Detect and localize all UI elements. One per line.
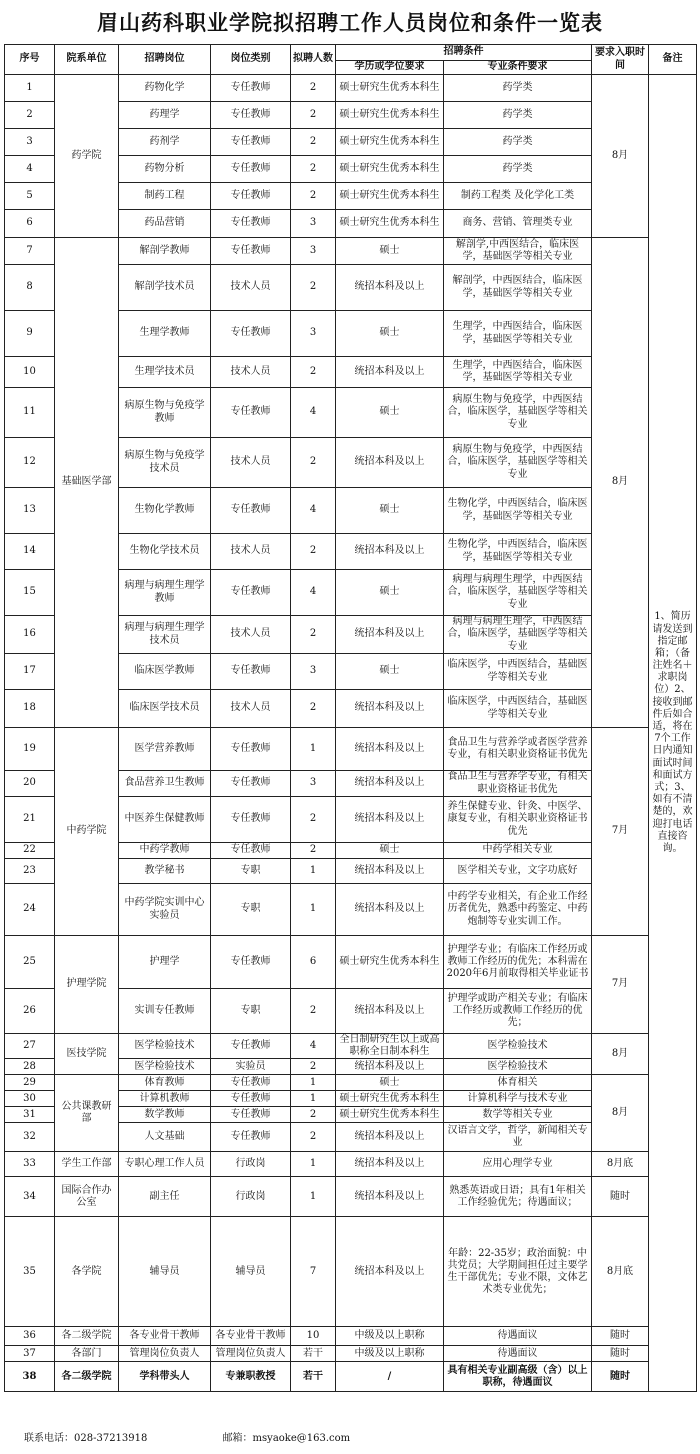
row-count: 3: [291, 654, 336, 690]
header-type: 岗位类别: [211, 45, 291, 75]
row-education: 统招本科及以上: [336, 1217, 444, 1327]
row-type: 专任教师: [211, 654, 291, 690]
row-seq: 34: [5, 1177, 55, 1217]
row-seq: 11: [5, 388, 55, 438]
table-row: [5, 936, 697, 989]
row-seq: 17: [5, 654, 55, 690]
row-major: 生物化学，中西医结合，临床医学，基础医学等相关专业: [444, 488, 592, 534]
row-count: 2: [291, 75, 336, 102]
row-education: 硕士研究生优秀本科生: [336, 1107, 444, 1123]
row-post: 食品营养卫生教师: [119, 771, 211, 797]
row-education: 统招本科及以上: [336, 265, 444, 311]
row-count: 2: [291, 690, 336, 728]
header-post: 招聘岗位: [119, 45, 211, 75]
row-seq: 25: [5, 936, 55, 989]
row-count: 2: [291, 183, 336, 210]
table-row: [5, 1346, 697, 1362]
row-seq: 15: [5, 570, 55, 616]
row-post: 副主任: [119, 1177, 211, 1217]
row-post: 病理与病理生理学教师: [119, 570, 211, 616]
row-education: 硕士: [336, 654, 444, 690]
row-post: 病原生物与免疫学技术员: [119, 438, 211, 488]
row-count: 2: [291, 357, 336, 388]
row-post: 药品营销: [119, 210, 211, 238]
row-seq: 38: [5, 1362, 55, 1392]
row-major: 年龄：22-35岁；政治面貌：中共党员；大学期间担任过主要学生干部优先；专业不限，文体艺术类专业优先；: [444, 1217, 592, 1327]
row-entry-time: 随时: [592, 1346, 649, 1362]
row-major: 药学类: [444, 156, 592, 183]
row-major: 医学相关专业，文字功底好: [444, 859, 592, 884]
row-post: 临床医学技术员: [119, 690, 211, 728]
table-row: [5, 1362, 697, 1392]
row-education: 统招本科及以上: [336, 989, 444, 1034]
row-seq: 31: [5, 1107, 55, 1123]
row-type: 管理岗位负责人: [211, 1346, 291, 1362]
row-major: 药学类: [444, 129, 592, 156]
row-education: 硕士研究生优秀本科生: [336, 210, 444, 238]
row-post: 药理学: [119, 102, 211, 129]
row-type: 专任教师: [211, 183, 291, 210]
row-count: 1: [291, 1075, 336, 1091]
row-dept: 药学院: [55, 75, 119, 238]
row-major: 药学类: [444, 102, 592, 129]
row-type: 行政岗: [211, 1152, 291, 1177]
row-major: 食品卫生与营养学专业，有相关职业资格证书优先: [444, 771, 592, 797]
row-type: 技术人员: [211, 265, 291, 311]
row-education: 硕士研究生优秀本科生: [336, 1091, 444, 1107]
row-education: 硕士研究生优秀本科生: [336, 936, 444, 989]
row-post: 辅导员: [119, 1217, 211, 1327]
row-entry-time: 7月: [592, 936, 649, 1034]
footer: [24, 1429, 422, 1444]
contact-email: 邮箱：msyaoke@163.com: [222, 1433, 351, 1444]
row-count: 3: [291, 771, 336, 797]
row-seq: 8: [5, 265, 55, 311]
row-type: 专任教师: [211, 210, 291, 238]
row-count: 1: [291, 859, 336, 884]
row-major: 中药学相关专业: [444, 843, 592, 859]
page-title: 眉山药科职业学院拟招聘工作人员岗位和条件一览表: [97, 10, 603, 35]
row-count: 4: [291, 388, 336, 438]
row-education: 统招本科及以上: [336, 884, 444, 936]
table-row: [5, 1177, 697, 1217]
row-count: 3: [291, 238, 336, 265]
row-type: 专任教师: [211, 1091, 291, 1107]
row-type: 实验员: [211, 1059, 291, 1075]
row-post: 学科带头人: [119, 1362, 211, 1392]
row-dept: 各二级学院: [55, 1362, 119, 1392]
row-major: 中药学专业相关，有企业工作经历者优先，熟悉中药鉴定、中药炮制等专业实训工作。: [444, 884, 592, 936]
row-post: 数学教师: [119, 1107, 211, 1123]
row-type: 各专业骨干教师: [211, 1327, 291, 1346]
row-post: 临床医学教师: [119, 654, 211, 690]
row-count: 10: [291, 1327, 336, 1346]
row-type: 专任教师: [211, 102, 291, 129]
row-type: 专任教师: [211, 728, 291, 771]
row-seq: 28: [5, 1059, 55, 1075]
row-type: 专职: [211, 989, 291, 1034]
row-major: 护理学专业；有临床工作经历或教师工作经历的优先；本科需在2020年6月前取得相关毕业证书: [444, 936, 592, 989]
row-education: /: [336, 1362, 444, 1392]
row-post: 医学检验技术: [119, 1034, 211, 1059]
row-education: 硕士: [336, 1075, 444, 1091]
header-major: 专业条件要求: [444, 61, 592, 75]
row-major: 生物化学，中西医结合，临床医学，基础医学等相关专业: [444, 534, 592, 570]
header-entry-time: 要求入职时间: [592, 45, 649, 75]
row-seq: 5: [5, 183, 55, 210]
row-dept: 国际合作办公室: [55, 1177, 119, 1217]
row-major: 商务、营销、管理类专业: [444, 210, 592, 238]
table-row: [5, 1152, 697, 1177]
row-education: 硕士研究生优秀本科生: [336, 129, 444, 156]
row-seq: 22: [5, 843, 55, 859]
row-dept: 护理学院: [55, 936, 119, 1034]
row-seq: 9: [5, 311, 55, 357]
row-type: 行政岗: [211, 1177, 291, 1217]
row-post: 生理学教师: [119, 311, 211, 357]
row-seq: 1: [5, 75, 55, 102]
row-seq: 10: [5, 357, 55, 388]
row-major: 病原生物与免疫学，中西医结合，临床医学，基础医学等相关专业: [444, 388, 592, 438]
row-dept: 公共课教研部: [55, 1075, 119, 1152]
row-seq: 20: [5, 771, 55, 797]
table-row: [5, 1217, 697, 1327]
row-entry-time: 8月底: [592, 1152, 649, 1177]
row-entry-time: 随时: [592, 1327, 649, 1346]
row-type: 专任教师: [211, 570, 291, 616]
row-post: 解剖学教师: [119, 238, 211, 265]
row-entry-time: 8月: [592, 238, 649, 728]
row-major: 药学类: [444, 75, 592, 102]
row-post: 教学秘书: [119, 859, 211, 884]
row-entry-time: 7月: [592, 728, 649, 936]
row-education: 统招本科及以上: [336, 357, 444, 388]
row-education: 硕士: [336, 843, 444, 859]
header-row: [5, 45, 697, 61]
row-education: 统招本科及以上: [336, 1152, 444, 1177]
row-education: 统招本科及以上: [336, 438, 444, 488]
row-type: 专任教师: [211, 843, 291, 859]
row-type: 专任教师: [211, 238, 291, 265]
row-type: 技术人员: [211, 616, 291, 654]
row-dept: 各部门: [55, 1346, 119, 1362]
row-major: 计算机科学与技术专业: [444, 1091, 592, 1107]
row-seq: 13: [5, 488, 55, 534]
row-post: 生物化学教师: [119, 488, 211, 534]
row-education: 统招本科及以上: [336, 1059, 444, 1075]
table-body: [5, 45, 697, 1392]
row-education: 全日制研究生以上或高职称全日制本科生: [336, 1034, 444, 1059]
row-entry-time: 随时: [592, 1362, 649, 1392]
row-seq: 29: [5, 1075, 55, 1091]
table-row: [5, 1034, 697, 1059]
row-post: 人文基础: [119, 1123, 211, 1152]
row-major: 病理与病理生理学，中西医结合，临床医学，基础医学等相关专业: [444, 570, 592, 616]
row-post: 病理与病理生理学技术员: [119, 616, 211, 654]
row-seq: 30: [5, 1091, 55, 1107]
header-conditions: 招聘条件: [336, 45, 592, 61]
row-post: 计算机教师: [119, 1091, 211, 1107]
row-post: 中药学院实训中心实验员: [119, 884, 211, 936]
row-post: 生理学技术员: [119, 357, 211, 388]
row-type: 技术人员: [211, 438, 291, 488]
row-education: 统招本科及以上: [336, 616, 444, 654]
recruitment-table: [4, 44, 697, 1392]
row-major: 解剖学，中西医结合，临床医学，基础医学等相关专业: [444, 265, 592, 311]
row-type: 技术人员: [211, 690, 291, 728]
header-count: 拟聘人数: [291, 45, 336, 75]
row-count: 若干: [291, 1362, 336, 1392]
row-seq: 18: [5, 690, 55, 728]
row-education: 硕士: [336, 488, 444, 534]
row-major: 具有相关专业副高级（含）以上职称，待遇面议: [444, 1362, 592, 1392]
row-education: 统招本科及以上: [336, 771, 444, 797]
row-type: 专任教师: [211, 75, 291, 102]
row-count: 4: [291, 488, 336, 534]
row-major: 临床医学，中西医结合，基础医学等相关专业: [444, 690, 592, 728]
row-post: 实训专任教师: [119, 989, 211, 1034]
row-education: 硕士: [336, 388, 444, 438]
row-major: 待遇面议: [444, 1327, 592, 1346]
row-entry-time: 8月: [592, 1034, 649, 1075]
row-post: 中药学教师: [119, 843, 211, 859]
row-education: 硕士研究生优秀本科生: [336, 75, 444, 102]
row-seq: 24: [5, 884, 55, 936]
row-major: 临床医学，中西医结合，基础医学等相关专业: [444, 654, 592, 690]
contact-phone: 联系电话：028-37213918: [24, 1433, 148, 1444]
row-type: 专职: [211, 859, 291, 884]
row-count: 1: [291, 1152, 336, 1177]
row-major: 养生保健专业、针灸、中医学、康复专业，有相关职业资格证书优先: [444, 797, 592, 843]
table-row: [5, 728, 697, 771]
row-type: 技术人员: [211, 534, 291, 570]
table-row: [5, 1327, 697, 1346]
row-entry-time: 8月底: [592, 1217, 649, 1327]
row-count: 2: [291, 843, 336, 859]
row-type: 专任教师: [211, 1075, 291, 1091]
row-education: 统招本科及以上: [336, 690, 444, 728]
row-type: 专任教师: [211, 388, 291, 438]
row-major: 病理与病理生理学，中西医结合，临床医学，基础医学等相关专业: [444, 616, 592, 654]
row-seq: 37: [5, 1346, 55, 1362]
row-post: 药物化学: [119, 75, 211, 102]
row-count: 2: [291, 129, 336, 156]
row-major: 体育相关: [444, 1075, 592, 1091]
row-dept: 医技学院: [55, 1034, 119, 1075]
row-dept: 各二级学院: [55, 1327, 119, 1346]
row-major: 生理学，中西医结合，临床医学，基础医学等相关专业: [444, 311, 592, 357]
row-count: 4: [291, 570, 336, 616]
row-education: 硕士: [336, 311, 444, 357]
row-count: 2: [291, 438, 336, 488]
row-seq: 12: [5, 438, 55, 488]
row-type: 专任教师: [211, 488, 291, 534]
row-dept: 基础医学部: [55, 238, 119, 728]
row-major: 病原生物与免疫学，中西医结合，临床医学，基础医学等相关专业: [444, 438, 592, 488]
row-post: 生物化学技术员: [119, 534, 211, 570]
row-entry-time: 随时: [592, 1177, 649, 1217]
row-type: 专任教师: [211, 129, 291, 156]
header-education: 学历或学位要求: [336, 61, 444, 75]
row-count: 2: [291, 265, 336, 311]
row-post: 体育教师: [119, 1075, 211, 1091]
row-count: 2: [291, 989, 336, 1034]
row-type: 辅导员: [211, 1217, 291, 1327]
row-education: 硕士: [336, 238, 444, 265]
row-seq: 6: [5, 210, 55, 238]
row-major: 医学检验技术: [444, 1034, 592, 1059]
row-count: 4: [291, 1034, 336, 1059]
row-count: 2: [291, 1059, 336, 1075]
row-type: 专任教师: [211, 1034, 291, 1059]
row-count: 2: [291, 1107, 336, 1123]
row-major: 护理学或助产相关专业；有临床工作经历或教师工作经历的优先；: [444, 989, 592, 1034]
row-count: 7: [291, 1217, 336, 1327]
row-post: 各专业骨干教师: [119, 1327, 211, 1346]
row-major: 待遇面议: [444, 1346, 592, 1362]
row-education: 统招本科及以上: [336, 728, 444, 771]
row-count: 3: [291, 311, 336, 357]
row-count: 1: [291, 1091, 336, 1107]
row-seq: 23: [5, 859, 55, 884]
row-education: 硕士研究生优秀本科生: [336, 156, 444, 183]
row-education: 中级及以上职称: [336, 1327, 444, 1346]
row-post: 医学检验技术: [119, 1059, 211, 1075]
row-seq: 32: [5, 1123, 55, 1152]
row-seq: 35: [5, 1217, 55, 1327]
row-education: 硕士研究生优秀本科生: [336, 183, 444, 210]
table-row: [5, 238, 697, 265]
row-post: 专职心理工作人员: [119, 1152, 211, 1177]
row-seq: 14: [5, 534, 55, 570]
remarks-note: 1、简历请发送到指定邮箱；（备注姓名＋求职岗位）2、接收到邮件后如合适，将在7个工作日内通知面试时间和面试方式；3、如有不清楚的，欢迎打电话直接咨询。: [649, 75, 697, 1392]
row-major: 生理学，中西医结合，临床医学，基础医学等相关专业: [444, 357, 592, 388]
row-education: 中级及以上职称: [336, 1346, 444, 1362]
row-education: 硕士研究生优秀本科生: [336, 102, 444, 129]
row-post: 病原生物与免疫学教师: [119, 388, 211, 438]
row-type: 专任教师: [211, 771, 291, 797]
header-dept: 院系单位: [55, 45, 119, 75]
row-post: 医学营养教师: [119, 728, 211, 771]
row-seq: 26: [5, 989, 55, 1034]
row-post: 护理学: [119, 936, 211, 989]
row-type: 专任教师: [211, 936, 291, 989]
row-major: 应用心理学专业: [444, 1152, 592, 1177]
row-education: 统招本科及以上: [336, 797, 444, 843]
row-major: 解剖学,中西医结合，临床医学，基础医学等相关专业: [444, 238, 592, 265]
row-seq: 27: [5, 1034, 55, 1059]
row-post: 药剂学: [119, 129, 211, 156]
row-dept: 各学院: [55, 1217, 119, 1327]
row-major: 食品卫生与营养学或者医学营养专业，有相关职业资格证书优先: [444, 728, 592, 771]
row-count: 6: [291, 936, 336, 989]
row-seq: 2: [5, 102, 55, 129]
row-seq: 36: [5, 1327, 55, 1346]
row-seq: 33: [5, 1152, 55, 1177]
row-entry-time: 8月: [592, 1075, 649, 1152]
row-post: 解剖学技术员: [119, 265, 211, 311]
row-education: 统招本科及以上: [336, 534, 444, 570]
row-education: 硕士: [336, 570, 444, 616]
row-entry-time: 8月: [592, 75, 649, 238]
header-seq: 序号: [5, 45, 55, 75]
row-count: 3: [291, 210, 336, 238]
row-post: 制药工程: [119, 183, 211, 210]
row-post: 中医养生保健教师: [119, 797, 211, 843]
row-major: 医学检验技术: [444, 1059, 592, 1075]
row-seq: 16: [5, 616, 55, 654]
row-type: 技术人员: [211, 357, 291, 388]
row-seq: 4: [5, 156, 55, 183]
row-type: 专任教师: [211, 797, 291, 843]
row-type: 专任教师: [211, 1123, 291, 1152]
row-count: 2: [291, 1123, 336, 1152]
row-seq: 19: [5, 728, 55, 771]
row-type: 专兼职教授: [211, 1362, 291, 1392]
row-seq: 21: [5, 797, 55, 843]
row-education: 统招本科及以上: [336, 1177, 444, 1217]
row-education: 统招本科及以上: [336, 859, 444, 884]
row-major: 汉语言文学，哲学，新闻相关专业: [444, 1123, 592, 1152]
row-count: 2: [291, 102, 336, 129]
table-row: [5, 75, 697, 102]
header-note: 备注: [649, 45, 697, 75]
row-count: 2: [291, 616, 336, 654]
row-education: 统招本科及以上: [336, 1123, 444, 1152]
row-major: 熟悉英语或日语；具有1年相关工作经验优先；待遇面议；: [444, 1177, 592, 1217]
row-count: 2: [291, 156, 336, 183]
row-dept: 中药学院: [55, 728, 119, 936]
row-count: 1: [291, 1177, 336, 1217]
row-post: 管理岗位负责人: [119, 1346, 211, 1362]
table-row: [5, 1075, 697, 1091]
row-seq: 7: [5, 238, 55, 265]
row-seq: 3: [5, 129, 55, 156]
row-type: 专任教师: [211, 156, 291, 183]
row-major: 数学等相关专业: [444, 1107, 592, 1123]
row-dept: 学生工作部: [55, 1152, 119, 1177]
row-count: 1: [291, 728, 336, 771]
row-count: 1: [291, 884, 336, 936]
row-type: 专职: [211, 884, 291, 936]
row-post: 药物分析: [119, 156, 211, 183]
row-type: 专任教师: [211, 311, 291, 357]
row-count: 若干: [291, 1346, 336, 1362]
row-type: 专任教师: [211, 1107, 291, 1123]
row-major: 制药工程类 及化学化工类: [444, 183, 592, 210]
row-count: 2: [291, 534, 336, 570]
row-count: 2: [291, 797, 336, 843]
